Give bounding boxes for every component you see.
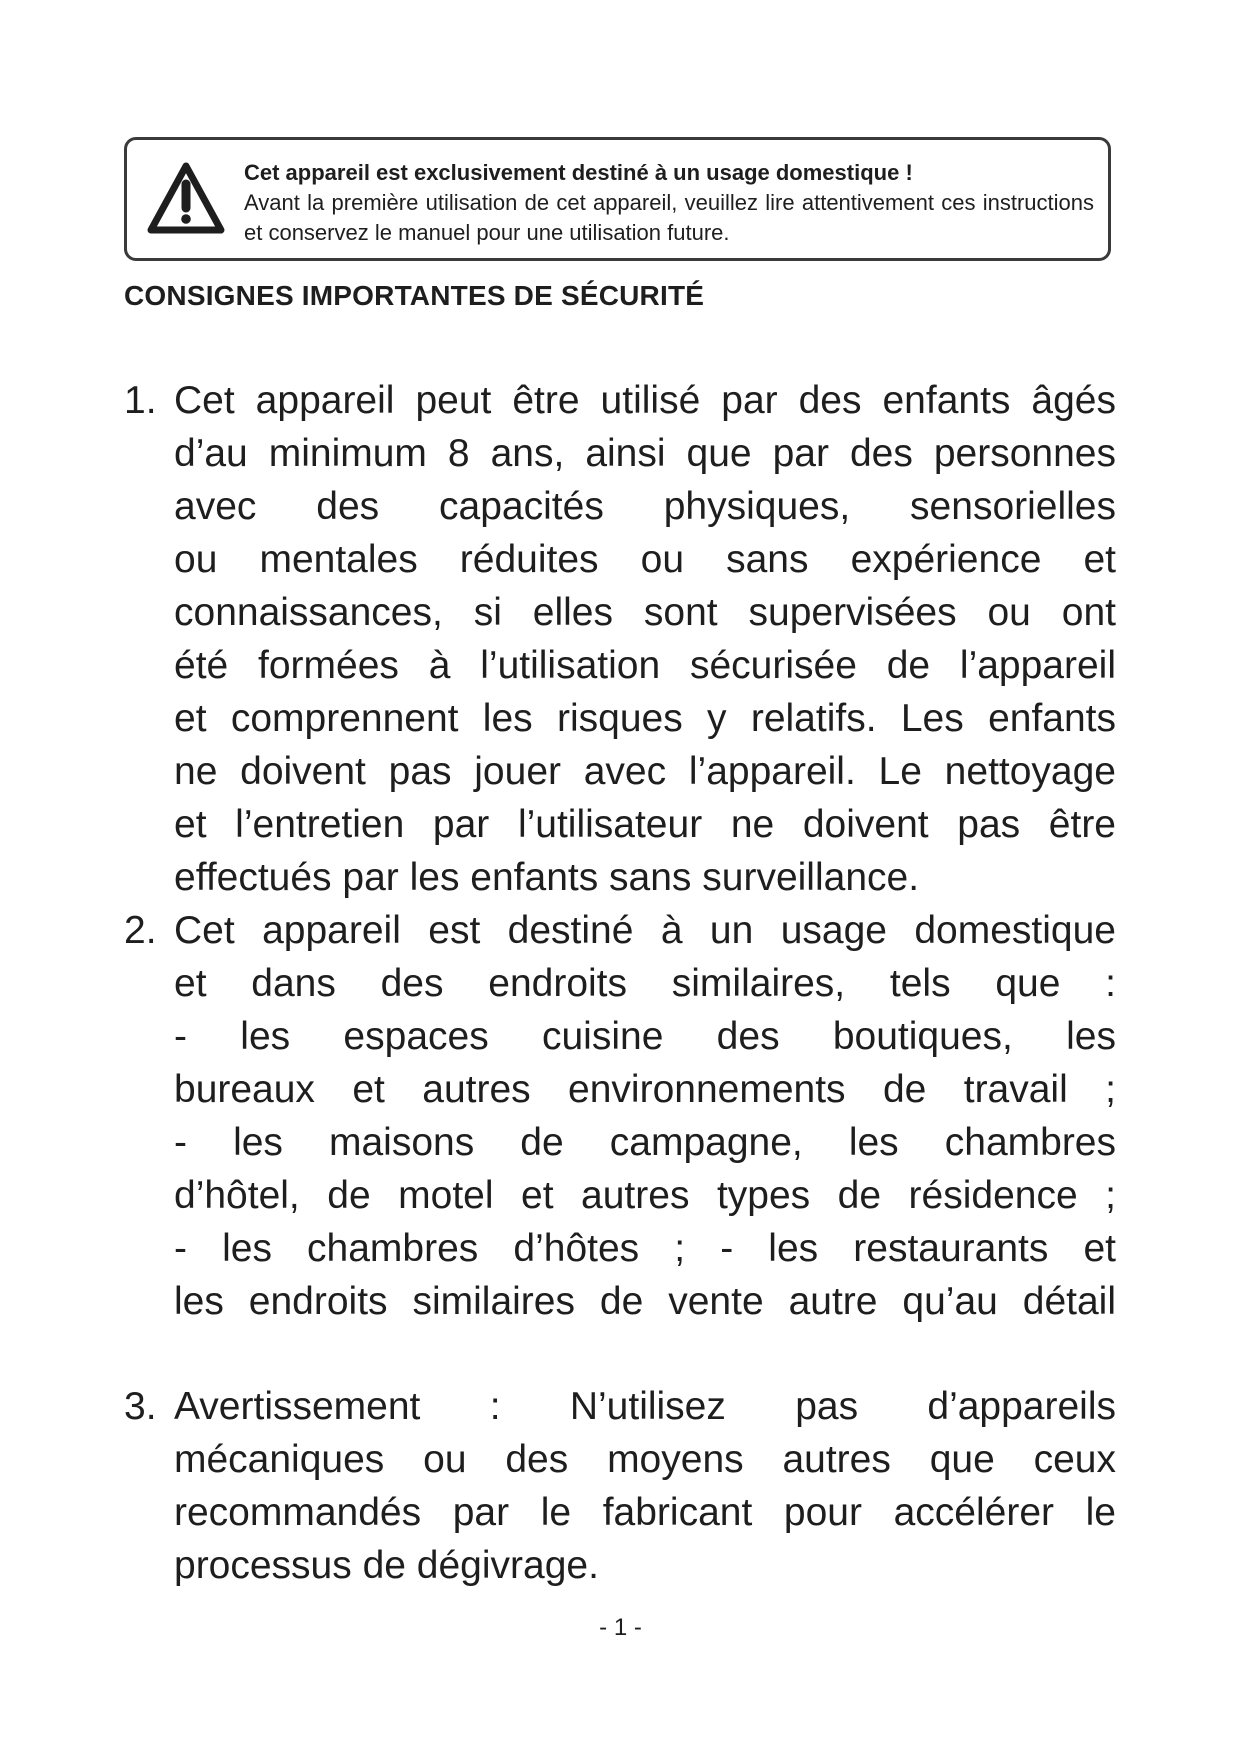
page-number: - 1 -	[599, 1614, 642, 1641]
item-text	[174, 1380, 1116, 1592]
item-line: bureaux et autres environnements de travail ;	[174, 1068, 1116, 1111]
warning-triangle-icon	[145, 160, 227, 236]
item-number: 3.	[124, 1385, 157, 1428]
item-line: mécaniques ou des moyens autres que ceux	[174, 1438, 1116, 1481]
item-number: 1.	[124, 379, 157, 422]
warning-title: Cet appareil est exclusivement destiné à un usage domestique !	[244, 160, 913, 185]
item-line: et dans des endroits similaires, tels que :	[174, 962, 1116, 1005]
item-line: recommandés par le fabricant pour accélérer le	[174, 1491, 1116, 1534]
item-line: les endroits similaires de vente autre qu’au détail	[174, 1280, 1116, 1323]
item-line: effectués par les enfants sans surveillance.	[174, 856, 920, 899]
warning-text	[244, 158, 1094, 248]
item-line: d’au minimum 8 ans, ainsi que par des personnes	[174, 432, 1116, 475]
item-line: Cet appareil est destiné à un usage domestique	[174, 909, 1116, 952]
item-number: 2.	[124, 909, 157, 952]
item-line: ne doivent pas jouer avec l’appareil. Le nettoyage	[174, 750, 1116, 793]
section-title: CONSIGNES IMPORTANTES DE SÉCURITÉ	[124, 280, 705, 311]
instruction-item-1	[124, 374, 1116, 904]
item-line: avec des capacités physiques, sensorielles	[174, 485, 1116, 528]
item-line: et l’entretien par l’utilisateur ne doivent pas être	[174, 803, 1116, 846]
item-line: ou mentales réduites ou sans expérience et	[174, 538, 1116, 581]
warning-box	[124, 137, 1111, 261]
item-line: - les espaces cuisine des boutiques, les	[174, 1015, 1116, 1058]
item-line: été formées à l’utilisation sécurisée de l’appareil	[174, 644, 1116, 687]
item-line: - les maisons de campagne, les chambres	[174, 1121, 1116, 1164]
item-line: Avertissement : N’utilisez pas d’appareils	[174, 1385, 1116, 1428]
item-line: processus de dégivrage.	[174, 1544, 599, 1587]
item-line: et comprennent les risques y relatifs. Les enfants	[174, 697, 1116, 740]
item-line: - les chambres d’hôtes ; - les restaurants et	[174, 1227, 1116, 1270]
item-line: Cet appareil peut être utilisé par des enfants âgés	[174, 379, 1116, 422]
item-line: d’hôtel, de motel et autres types de résidence ;	[174, 1174, 1116, 1217]
item-line: connaissances, si elles sont supervisées ou ont	[174, 591, 1116, 634]
instruction-item-3	[124, 1380, 1116, 1592]
instruction-item-2	[124, 904, 1116, 1328]
warning-body: Avant la première utilisation de cet appareil, veuillez lire attentivement ces instructions et conservez le manuel pour une utilisation future.	[244, 190, 1094, 245]
item-text	[174, 374, 1116, 904]
item-text	[174, 904, 1116, 1328]
